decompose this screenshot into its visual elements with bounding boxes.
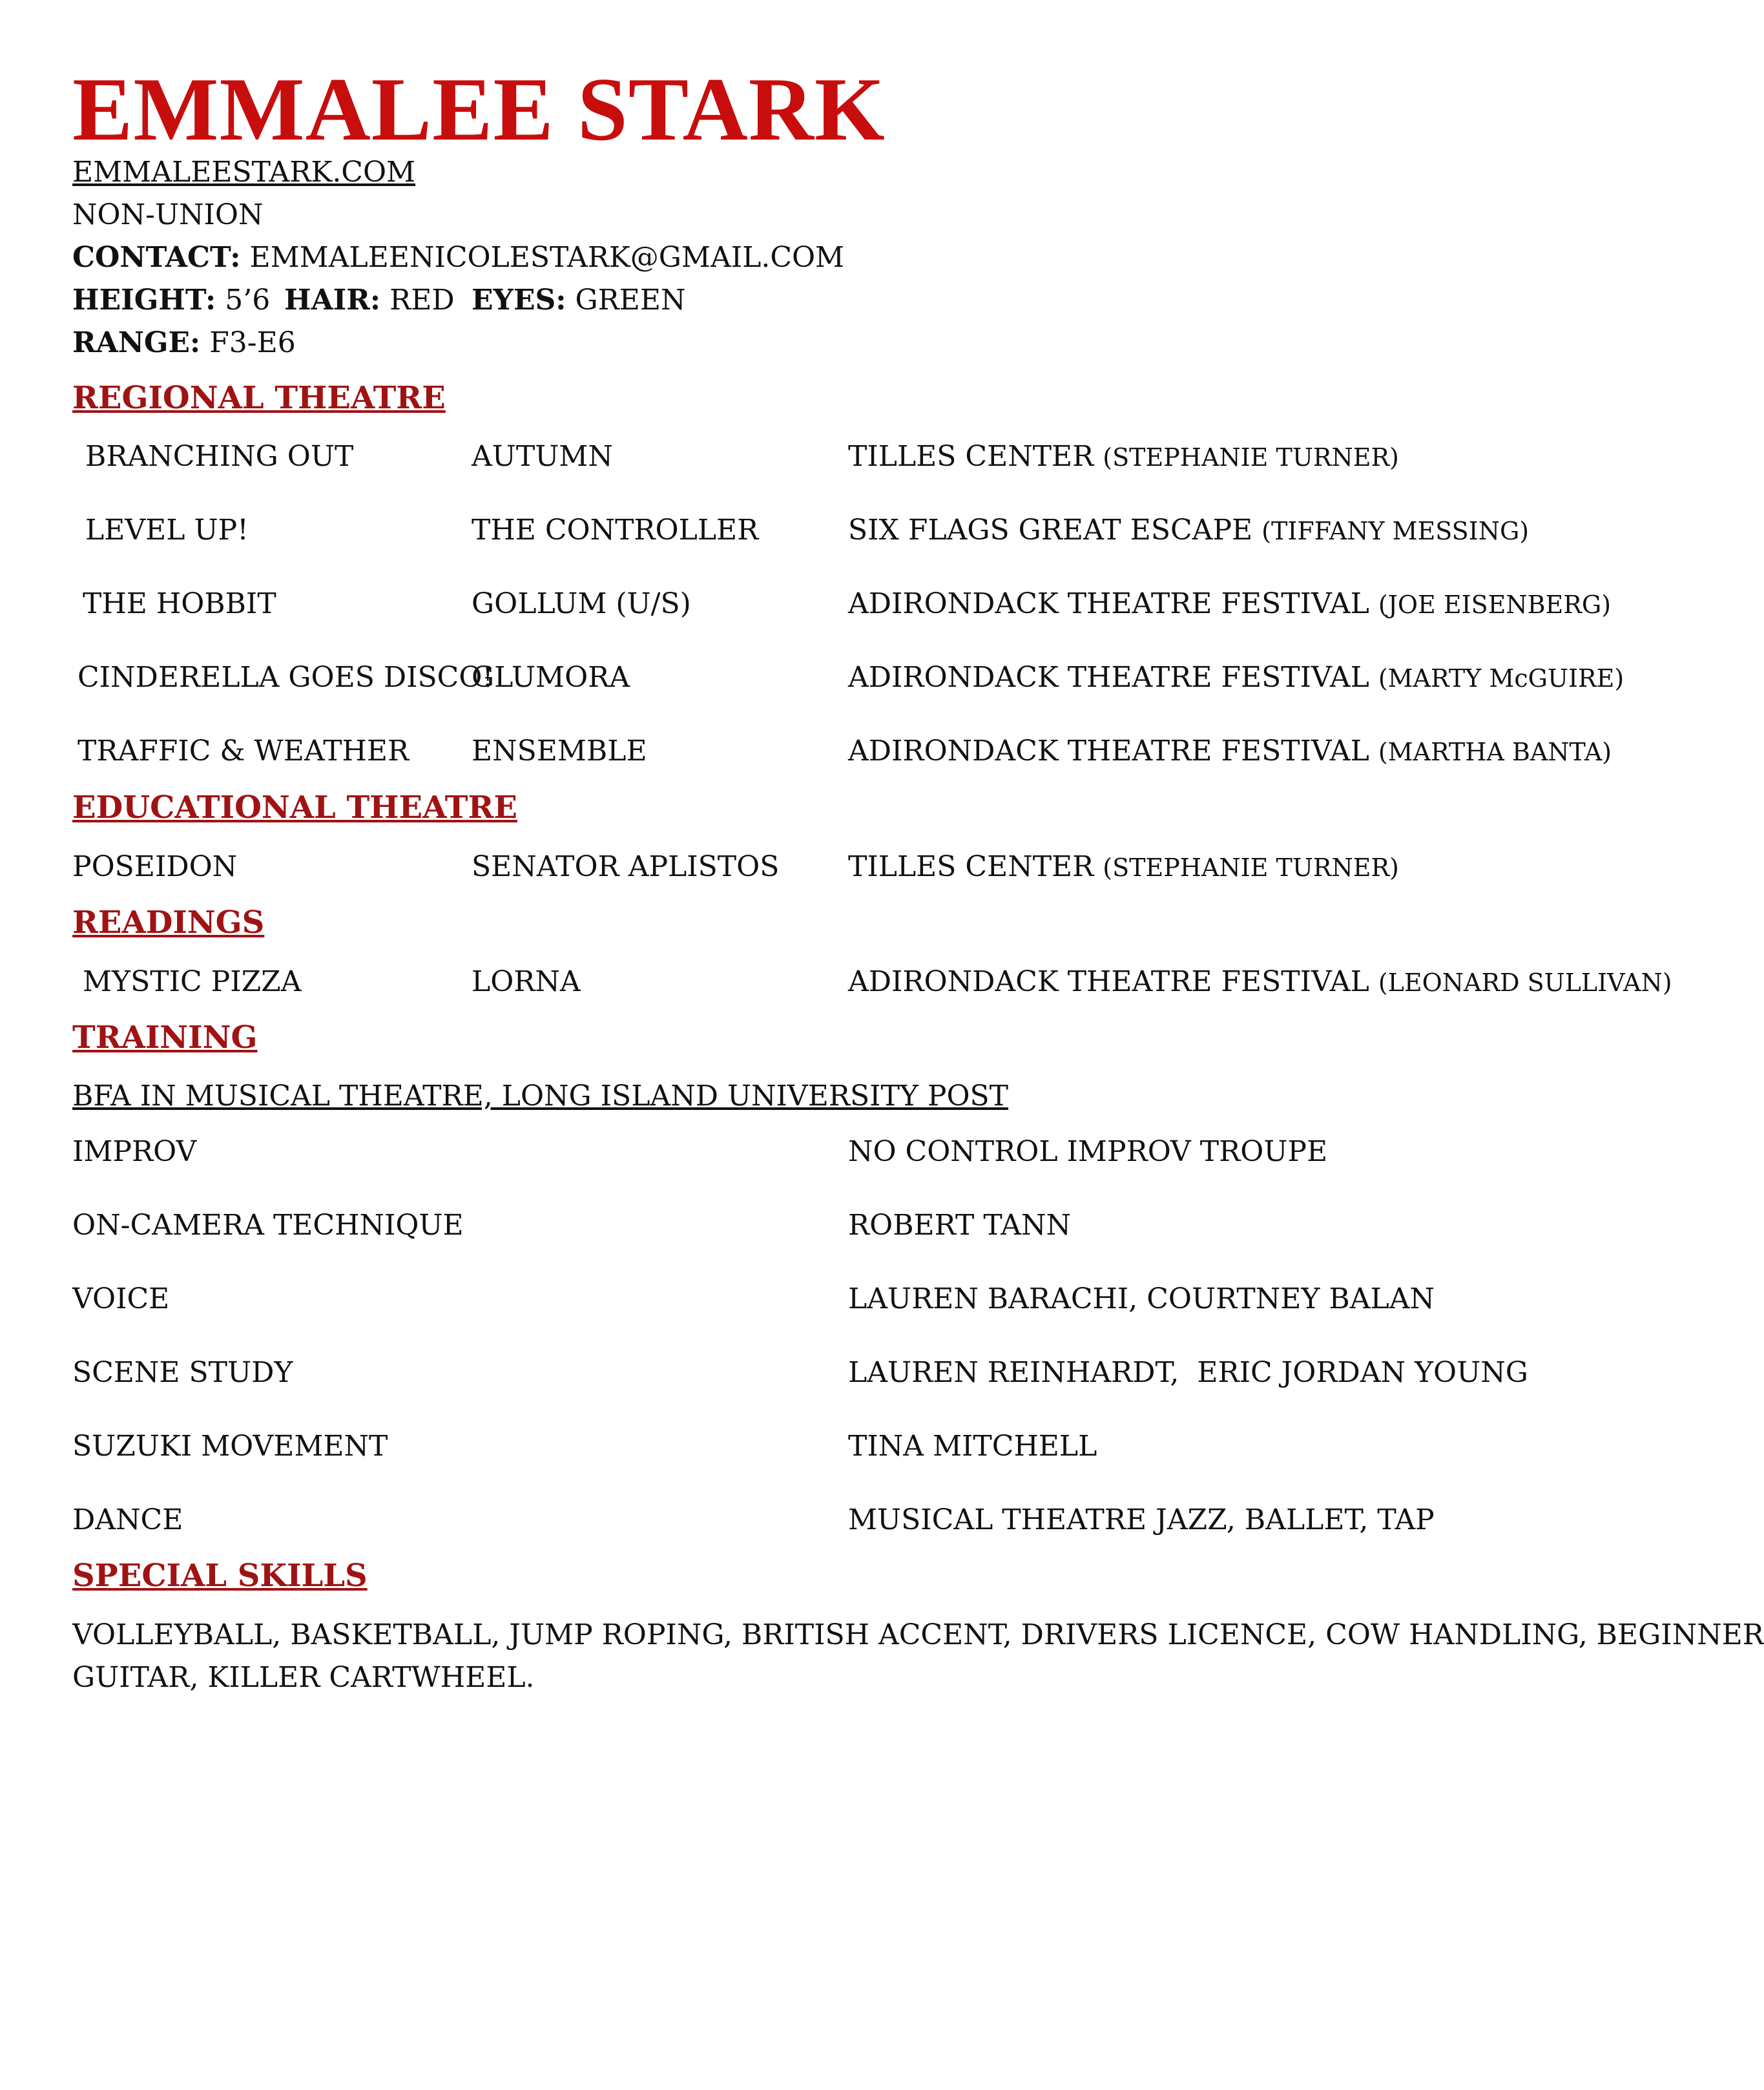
- degree-line: BFA IN MUSICAL THEATRE, LONG ISLAND UNIVERSITY POST: [72, 1080, 1009, 1113]
- training-subject: SCENE STUDY: [72, 1356, 293, 1389]
- skills-line-1: VOLLEYBALL, BASKETBALL, JUMP ROPING, BRITISH ACCENT, DRIVERS LICENCE, COW HANDLING, BEGINNER: [72, 1618, 1764, 1651]
- special-skills-heading: SPECIAL SKILLS: [72, 1558, 368, 1594]
- height-info: [72, 286, 270, 315]
- venue-name: ADIRONDACK THEATRE FESTIVAL: [848, 735, 1369, 768]
- eyes-info: [472, 286, 686, 315]
- credit-role: SENATOR APLISTOS: [472, 850, 780, 883]
- range-label: RANGE:: [72, 326, 201, 359]
- credit-venue: [848, 661, 1624, 694]
- director-name: (LEONARD SULLIVAN): [1378, 968, 1672, 997]
- credit-show: LEVEL UP!: [85, 514, 249, 547]
- credit-venue: [848, 516, 1529, 545]
- venue-name: TILLES CENTER: [848, 850, 1094, 883]
- venue-name: ADIRONDACK THEATRE FESTIVAL: [848, 587, 1369, 620]
- director-name: (MARTHA BANTA): [1378, 738, 1612, 766]
- height-value: 5’6: [225, 284, 271, 317]
- venue-name: ADIRONDACK THEATRE FESTIVAL: [848, 661, 1369, 694]
- range-value: F3-E6: [209, 326, 296, 359]
- website-link[interactable]: EMMALEESTARK.COM: [72, 156, 416, 189]
- range-info: [72, 326, 296, 359]
- training-subject: ON-CAMERA TECHNIQUE: [72, 1209, 464, 1242]
- hair-info: [284, 286, 455, 315]
- venue-name: ADIRONDACK THEATRE FESTIVAL: [848, 965, 1369, 998]
- training-teacher: LAUREN REINHARDT, ERIC JORDAN YOUNG: [848, 1356, 1528, 1389]
- training-teacher: LAUREN BARACHI, COURTNEY BALAN: [848, 1282, 1435, 1315]
- contact-email[interactable]: EMMALEENICOLESTARK@GMAIL.COM: [249, 241, 845, 274]
- eyes-label: EYES:: [472, 284, 566, 317]
- training-teacher: MUSICAL THEATRE JAZZ, BALLET, TAP: [848, 1503, 1435, 1536]
- skills-line-2: GUITAR, KILLER CARTWHEEL.: [72, 1661, 535, 1694]
- training-subject: VOICE: [72, 1282, 170, 1315]
- credit-role: GLUMORA: [472, 661, 630, 694]
- hair-value: RED: [389, 284, 455, 317]
- credit-venue: [848, 850, 1399, 883]
- training-subject: IMPROV: [72, 1135, 197, 1168]
- credit-venue: [848, 965, 1672, 998]
- training-teacher: NO CONTROL IMPROV TROUPE: [848, 1135, 1328, 1168]
- credit-role: GOLLUM (U/S): [472, 587, 691, 620]
- director-name: (STEPHANIE TURNER): [1103, 443, 1399, 472]
- director-name: (JOE EISENBERG): [1378, 590, 1612, 619]
- director-name: (MARTY McGUIRE): [1378, 664, 1624, 693]
- director-name: (TIFFANY MESSING): [1261, 517, 1530, 545]
- training-heading: TRAINING: [72, 1019, 258, 1056]
- training-teacher: TINA MITCHELL: [848, 1430, 1097, 1463]
- readings-heading: READINGS: [72, 904, 265, 941]
- credit-show: POSEIDON: [72, 850, 238, 883]
- training-subject: SUZUKI MOVEMENT: [72, 1430, 388, 1463]
- credit-show: BRANCHING OUT: [85, 440, 354, 473]
- credit-venue: [848, 440, 1399, 473]
- venue-name: TILLES CENTER: [848, 440, 1094, 473]
- contact-line: [72, 241, 845, 274]
- eyes-value: GREEN: [575, 284, 686, 317]
- union-status: NON-UNION: [72, 198, 264, 231]
- credit-venue: [848, 587, 1612, 620]
- credit-role: AUTUMN: [472, 440, 613, 473]
- educational-theatre-heading: EDUCATIONAL THEATRE: [72, 789, 517, 826]
- hair-label: HAIR:: [284, 284, 381, 317]
- credit-role: LORNA: [472, 965, 581, 998]
- credit-show: TRAFFIC & WEATHER: [78, 735, 410, 768]
- credit-show: MYSTIC PIZZA: [83, 965, 302, 998]
- credit-venue: [848, 737, 1612, 766]
- contact-label: CONTACT:: [72, 241, 241, 274]
- training-subject: DANCE: [72, 1503, 183, 1536]
- venue-name: SIX FLAGS GREAT ESCAPE: [848, 514, 1253, 547]
- height-label: HEIGHT:: [72, 284, 216, 317]
- performer-name: EMMALEE STARK: [72, 59, 886, 160]
- credit-show: CINDERELLA GOES DISCO!: [78, 661, 494, 694]
- credit-role: THE CONTROLLER: [472, 514, 759, 547]
- regional-theatre-heading: REGIONAL THEATRE: [72, 380, 446, 416]
- credit-role: ENSEMBLE: [472, 735, 647, 768]
- training-teacher: ROBERT TANN: [848, 1209, 1072, 1242]
- director-name: (STEPHANIE TURNER): [1103, 853, 1399, 882]
- credit-show: THE HOBBIT: [83, 587, 276, 620]
